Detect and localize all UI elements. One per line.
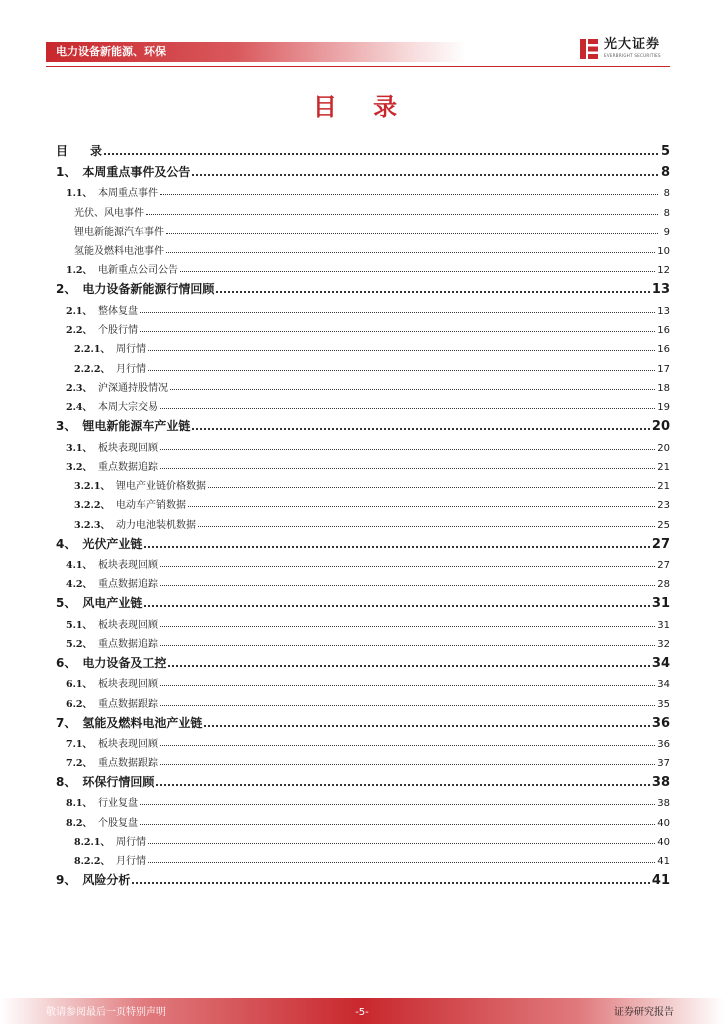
toc-entry-page: 5: [660, 144, 670, 159]
toc-entry[interactable]: [56, 434, 670, 453]
toc-entry[interactable]: [56, 750, 670, 769]
toc-dot-leader: [160, 585, 655, 586]
toc-entry-number: 3、: [56, 419, 77, 434]
toc-entry-title: 重点数据追踪: [98, 638, 159, 650]
toc-entry-number: 7.1、: [66, 738, 93, 750]
toc-entry[interactable]: [56, 690, 670, 709]
toc-dot-leader: [146, 214, 658, 215]
toc-entry-title: 板块表现回顾: [98, 442, 159, 454]
toc-entry-title: 光伏、风电事件: [74, 207, 144, 219]
brand-logo-text: 光大证券: [604, 37, 661, 52]
toc-entry-page: 8: [663, 207, 670, 219]
toc-entry-page: 27: [651, 536, 670, 552]
toc-entry[interactable]: [56, 375, 670, 394]
toc-entry-title: 氢能及燃料电池事件: [74, 246, 164, 258]
toc-entry-number: 9、: [56, 873, 77, 888]
toc-entry-number: 2、: [56, 282, 77, 297]
toc-entry-page: 37: [657, 758, 670, 770]
toc-entry-number: 5、: [56, 596, 77, 611]
toc-dot-leader: [188, 506, 655, 507]
toc-entry-number: 3.2.1、: [74, 481, 110, 493]
toc-dot-leader: [166, 233, 658, 234]
toc-entry-number: 4、: [56, 536, 77, 551]
toc-entry[interactable]: [56, 159, 670, 180]
toc-entry[interactable]: [56, 199, 670, 218]
page-title: 目 录: [312, 93, 412, 121]
toc-entry[interactable]: [56, 317, 670, 336]
toc-entry-title: 整体复盘: [98, 305, 139, 317]
toc-dot-leader: [166, 252, 655, 253]
toc-entry-title: 板块表现回顾: [98, 738, 159, 750]
header-divider: [46, 66, 670, 67]
toc-entry-page: 40: [657, 837, 670, 849]
toc-entry[interactable]: [56, 790, 670, 809]
toc-entry-page: 32: [657, 638, 670, 650]
toc-entry[interactable]: [56, 611, 670, 630]
toc-entry-number: 2.2.1、: [74, 344, 110, 356]
toc-entry-title: 环保行情回顾: [82, 775, 155, 790]
toc-entry-page: 16: [657, 344, 670, 356]
toc-dot-leader: [160, 449, 655, 450]
toc-entry-page: 34: [657, 679, 670, 691]
toc-entry-page: 13: [657, 305, 670, 317]
toc-entry-title: 电动车产销数据: [115, 500, 186, 512]
toc-entry[interactable]: [56, 552, 670, 571]
toc-entry[interactable]: [56, 671, 670, 690]
toc-dot-leader: [168, 665, 650, 667]
toc-entry[interactable]: [56, 355, 670, 374]
toc-dot-leader: [160, 745, 655, 746]
toc-entry[interactable]: [56, 571, 670, 590]
toc-entry-number: 1.1、: [66, 188, 93, 200]
toc-entry[interactable]: [56, 297, 670, 316]
toc-dot-leader: [216, 291, 650, 293]
toc-entry-page: 34: [651, 655, 670, 671]
toc-entry-title: 录: [90, 144, 103, 158]
toc-entry-title: 锂电产业链价格数据: [115, 481, 206, 493]
toc-entry-page: 38: [651, 775, 670, 791]
toc-entry-page: 31: [651, 596, 670, 612]
toc-entry-title: 板块表现回顾: [98, 679, 159, 691]
toc-dot-leader: [144, 605, 650, 607]
toc-dot-leader: [148, 370, 655, 371]
toc-entry-title: 重点数据跟踪: [98, 698, 159, 710]
toc-entry-page: 36: [651, 715, 670, 731]
toc-entry-number: 6、: [56, 655, 77, 670]
brand-logo-icon: [578, 38, 600, 60]
toc-entry-title: 行业复盘: [98, 798, 139, 810]
toc-entry-number: 7、: [56, 715, 77, 730]
toc-entry-page: 18: [657, 382, 670, 394]
toc-entry[interactable]: [56, 473, 670, 492]
toc-entry-number: 2.3、: [66, 382, 93, 394]
footer-report-type: 证券研究报告: [614, 1007, 674, 1018]
section-label: 电力设备新能源、环保: [56, 45, 166, 58]
toc-entry-title: 风电产业链: [82, 596, 143, 611]
toc-dot-leader: [170, 389, 655, 390]
toc-dot-leader: [132, 882, 650, 884]
toc-entry-page: 31: [657, 619, 670, 631]
toc-entry-page: 27: [657, 560, 670, 572]
toc-entry-number: 8.2、: [66, 817, 93, 829]
toc-entry-page: 8: [660, 165, 670, 180]
toc-entry-number: 6.1、: [66, 679, 93, 691]
toc-entry-title: 重点数据跟踪: [98, 758, 159, 770]
toc-entry-page: 13: [651, 282, 670, 298]
toc-entry-number: 5.1、: [66, 619, 93, 631]
toc-entry[interactable]: [56, 590, 670, 611]
toc-entry-number: 4.1、: [66, 560, 93, 572]
toc-entry-title: 本周重点事件及公告: [82, 165, 191, 179]
toc-entry-number: 5.2、: [66, 638, 93, 650]
toc-entry-title: 月行情: [115, 856, 146, 868]
toc-dot-leader: [140, 331, 655, 332]
toc-entry[interactable]: [56, 769, 670, 790]
toc-entry-page: 20: [651, 419, 670, 435]
toc-dot-leader: [140, 312, 655, 313]
toc-entry[interactable]: [56, 492, 670, 511]
toc-entry-title: 月行情: [115, 363, 146, 375]
toc-dot-leader: [160, 764, 655, 765]
toc-dot-leader: [160, 408, 655, 409]
toc-entry-title: 沪深通持股情况: [98, 382, 169, 394]
toc-dot-leader: [140, 824, 655, 825]
footer-disclaimer: 敬请参阅最后一页特别声明: [46, 1007, 166, 1018]
toc-entry[interactable]: [56, 511, 670, 530]
toc-entry-page: 23: [657, 500, 670, 512]
toc-dot-leader: [160, 626, 655, 627]
toc-entry-number: 1.2、: [66, 265, 93, 277]
toc-dot-leader: [104, 153, 658, 155]
toc-entry-title: 个股行情: [98, 325, 139, 337]
toc-entry-page: 25: [657, 519, 670, 531]
toc-dot-leader: [208, 487, 655, 488]
brand-logo: [578, 36, 674, 64]
toc-dot-leader: [160, 194, 658, 195]
toc-entry-number: 7.2、: [66, 758, 93, 770]
toc-entry[interactable]: [56, 276, 670, 297]
toc-entry-number: 4.2、: [66, 579, 93, 591]
toc-entry-title: 本周重点事件: [98, 188, 159, 200]
toc-dot-leader: [160, 468, 655, 469]
toc-entry-page: 20: [657, 442, 670, 454]
toc-dot-leader: [198, 526, 655, 527]
toc-entry-number: 8.1、: [66, 798, 93, 810]
toc-entry[interactable]: [56, 238, 670, 257]
toc-entry-number: 2.2、: [66, 325, 93, 337]
footer-page-number: -5-: [355, 1007, 369, 1018]
toc-entry[interactable]: [56, 809, 670, 828]
toc-dot-leader: [148, 862, 655, 863]
toc-entry-title: 锂电新能源汽车事件: [74, 226, 164, 238]
toc-entry[interactable]: [56, 454, 670, 473]
toc-entry[interactable]: [56, 531, 670, 552]
toc-dot-leader: [160, 566, 655, 567]
toc-entry[interactable]: [56, 336, 670, 355]
toc-entry-number: 2.4、: [66, 402, 93, 414]
toc-dot-leader: [160, 645, 655, 646]
toc-entry-title: 板块表现回顾: [98, 560, 159, 572]
toc-dot-leader: [180, 271, 655, 272]
toc-entry-page: 8: [663, 188, 670, 200]
toc-dot-leader: [144, 546, 650, 548]
toc-entry[interactable]: [56, 257, 670, 276]
toc-entry-title: 动力电池装机数据: [115, 519, 196, 531]
toc-entry-number: 8、: [56, 775, 77, 790]
toc-entry-number: 1、: [56, 165, 77, 179]
toc-dot-leader: [160, 685, 655, 686]
toc-entry-number: 3.2.3、: [74, 519, 110, 531]
toc-entry[interactable]: [56, 394, 670, 413]
toc-entry-title: 光伏产业链: [82, 536, 143, 551]
toc-entry-page: 10: [657, 246, 670, 258]
toc-entry-page: 40: [657, 817, 670, 829]
toc-dot-leader: [204, 725, 650, 727]
toc-dot-leader: [192, 174, 658, 176]
toc-entry-number: 目: [56, 144, 69, 158]
toc-entry-page: 41: [651, 873, 670, 889]
toc-entry-title: 重点数据追踪: [98, 461, 159, 473]
toc-entry[interactable]: [56, 180, 670, 199]
toc-dot-leader: [192, 428, 650, 430]
toc-dot-leader: [140, 804, 655, 805]
toc-entry-page: 41: [657, 856, 670, 868]
toc-entry[interactable]: [56, 867, 670, 888]
toc-entry-number: 2.1、: [66, 305, 93, 317]
toc-entry[interactable]: [56, 731, 670, 750]
table-of-contents: [56, 138, 670, 888]
toc-entry-title: 周行情: [115, 837, 146, 849]
toc-entry-page: 12: [657, 265, 670, 277]
toc-entry[interactable]: [56, 829, 670, 848]
toc-entry-number: 8.2.2、: [74, 856, 110, 868]
toc-entry-number: 6.2、: [66, 698, 93, 710]
toc-entry[interactable]: [56, 631, 670, 650]
toc-entry-page: 16: [657, 325, 670, 337]
toc-entry-title: 氢能及燃料电池产业链: [82, 715, 203, 730]
toc-entry-page: 28: [657, 579, 670, 591]
toc-entry-number: 2.2.2、: [74, 363, 110, 375]
brand-logo-subtext: EVERBRIGHT SECURITIES: [604, 53, 661, 58]
toc-entry-title: 电新重点公司公告: [98, 265, 179, 277]
toc-entry-number: 3.1、: [66, 442, 93, 454]
toc-dot-leader: [156, 784, 650, 786]
toc-entry-number: 3.2.2、: [74, 500, 110, 512]
toc-entry-title: 电力设备及工控: [82, 655, 167, 670]
toc-dot-leader: [160, 705, 655, 706]
toc-entry-page: 35: [657, 698, 670, 710]
toc-entry[interactable]: [56, 650, 670, 671]
toc-entry-title: 重点数据追踪: [98, 579, 159, 591]
toc-entry-page: 38: [657, 798, 670, 810]
toc-entry-page: 9: [663, 226, 670, 238]
toc-entry-title: 周行情: [115, 344, 146, 356]
toc-entry-page: 21: [657, 461, 670, 473]
toc-entry[interactable]: [56, 413, 670, 434]
toc-entry[interactable]: [56, 848, 670, 867]
toc-dot-leader: [148, 350, 655, 351]
toc-entry-page: 19: [657, 402, 670, 414]
toc-entry-number: 3.2、: [66, 461, 93, 473]
toc-entry-title: 风险分析: [82, 873, 131, 888]
toc-entry-title: 电力设备新能源行情回顾: [82, 282, 215, 297]
toc-entry-page: 21: [657, 481, 670, 493]
toc-entry-page: 17: [657, 363, 670, 375]
toc-entry-page: 36: [657, 738, 670, 750]
toc-entry-title: 本周大宗交易: [98, 402, 159, 414]
toc-entry[interactable]: [56, 138, 670, 159]
toc-entry-title: 个股复盘: [98, 817, 139, 829]
toc-entry[interactable]: [56, 710, 670, 731]
toc-entry[interactable]: [56, 219, 670, 238]
toc-entry-title: 板块表现回顾: [98, 619, 159, 631]
toc-entry-title: 锂电新能源车产业链: [82, 419, 191, 434]
toc-dot-leader: [148, 843, 655, 844]
toc-entry-number: 8.2.1、: [74, 837, 110, 849]
